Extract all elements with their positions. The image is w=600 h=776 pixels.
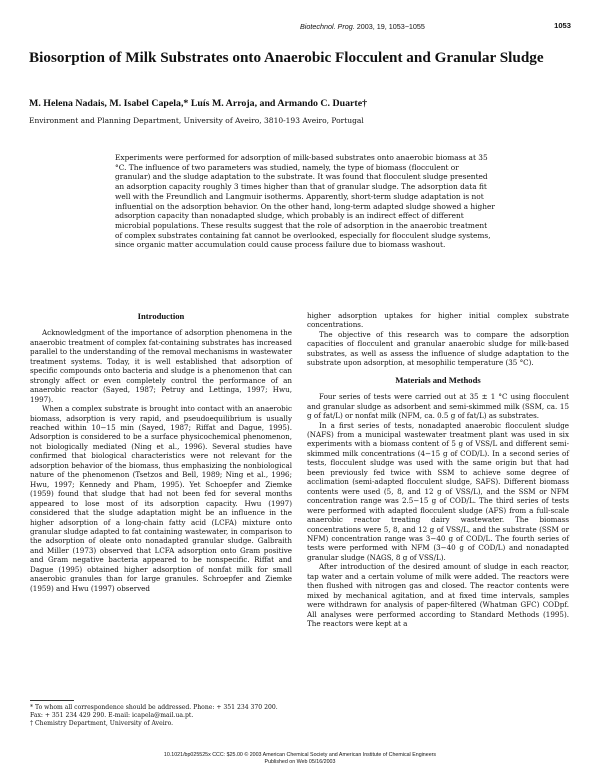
left-column — [30, 312, 292, 593]
affiliation: Environment and Planning Department, University of Aveiro, 3810-193 Aveiro, Portugal — [29, 116, 364, 125]
paragraph: The objective of this research was to compare the adsorption capacities of flocculent and granular anaerobic sludge for milk-based substrates, as well as assess the influence of sludge adaptation to the substrate upon adsorption, at mesophilic temperature (35 °C). — [307, 329, 569, 368]
publication-date: Published on Web 05/16/2003 — [264, 759, 336, 765]
section-heading-introduction: Introduction — [137, 311, 185, 321]
copyright-footer — [0, 752, 600, 766]
running-header — [300, 22, 425, 31]
journal-citation: 2003, 19, 1053−1055 — [354, 22, 425, 31]
paragraph: After introduction of the desired amount of sludge in each reactor, tap water and a certain volume of milk were added. The reactors were then flushed with nitrogen gas and closed. The reactor contents were mixed by mechanical agitation, and at fixed time intervals, samples were withdrawn for analysis of paper-filtered (Whatman GFC) CODpf. All analyses were performed according to Standard Methods (1995). The reactors were kept at a — [307, 562, 569, 629]
footnotes — [30, 704, 292, 728]
journal-name: Biotechnol. Prog. — [300, 22, 355, 31]
footnote-correspondence: * To whom all correspondence should be addressed. Phone: + 351 234 370 200. Fax: + 351 234 429 290. E-mail: icapela@mail.ua.pt. — [30, 704, 278, 719]
right-column — [307, 311, 569, 629]
section-heading-methods: Materials and Methods — [395, 374, 481, 385]
paragraph: Four series of tests were carried out at 35 ± 1 °C using flocculent and granular sludge as adsorbent and semi-skimmed milk (SSM, ca. 15 g of fat/L) or nonfat milk (NFM, ca. 0.5 g of fat/L) as substrates. — [307, 392, 569, 421]
page-number: 1053 — [554, 21, 571, 30]
abstract: Experiments were performed for adsorption of milk-based substrates onto anaerobic biomass at 35 °C. The influence of two parameters was studied, namely, the type of biomass (flocculent or granular) and the sludge adaptation to the substrate. It was found that flocculent sludge presented an adsorption capacity roughly 3 times higher than that of granular sludge. The adsorption data fit well with the Freundlich and Langmuir isotherms. Apparently, short-term sludge adaptation is not influential on the adsorption behavior. On the other hand, long-term adapted sludge showed a higher adsorption capacity than nonadapted sludge, which probably is an indirect effect of different microbial populations. These results suggest that the role of adsorption in the anaerobic treatment of complex substrates containing fat cannot be overlooked, especially for flocculent sludge systems, since organic matter accumulation could cause process failure due to biomass washout. — [115, 153, 495, 250]
paragraph: higher adsorption uptakes for higher initial complex substrate concentrations. — [307, 311, 569, 330]
article-title: Biosorption of Milk Substrates onto Anaerobic Flocculent and Granular Sludge — [29, 49, 544, 66]
doi-line: 10.1021/bp025525x CCC: $25.00 © 2003 American Chemical Society and American Institute of Chemical Engineers — [163, 752, 437, 758]
footnote-divider — [30, 700, 74, 701]
paragraph: Acknowledgment of the importance of adsorption phenomena in the anaerobic treatment of complex fat-containing substrates has increased parallel to the understanding of the removal mechanisms in wastewater treatment systems. Today, it is well established that adsorption of specific compounds onto bacteria and sludge is a phenomenon that can strongly affect or even completely control the performance of an anaerobic reactor (Sayed, 1987; Petruy and Lettinga, 1997; Hwu, 1997). — [30, 328, 292, 404]
author-list: M. Helena Nadais, M. Isabel Capela,* Luís M. Arroja, and Armando C. Duarte† — [29, 98, 368, 109]
paragraph: When a complex substrate is brought into contact with an anaerobic biomass, adsorption is very rapid, and pseudoequilibrium is usually reached within 10−15 min (Sayed, 1987; Riffat and Dague, 1995). Adsorption is considered to be a surface physicochemical phenomenon, not biologically mediated (Ning et al., 1996). Several studies have confirmed that biological characteristics were not relevant for the adsorption behavior of the biomass, thus emphasizing the nonbiological nature of the phenomenon (Tsetzos and Bell, 1989; Ning et al., 1996; Hwu, 1997; Kennedy and Pham, 1995). Yet Schoepfer and Ziemke (1959) found that sludge that had not been fed for several months appeared to lose most of its adsorption capacity. Hwu (1997) considered that the sludge adaptation might be an influence in the higher adsorption of a long-chain fatty acid (LCFA) mixture onto granular sludge adapted to fat containing wastewater, in comparison to the adsorption of oleate onto nonadapted granular sludge. Galbraith and Miller (1973) observed that LCFA adsorption onto Gram positive and Gram negative bacteria appeared to be nonspecific. Riffat and Dague (1995) obtained higher adsorption of nonfat milk for small anaerobic granules than for large granules. Schroepfer and Ziemke (1959) and Hwu (1997) observed — [30, 404, 292, 593]
footnote-chemistry: † Chemistry Department, University of Aveiro. — [30, 720, 174, 727]
paragraph: In a first series of tests, nonadapted anaerobic flocculent sludge (NAFS) from a municipal wastewater treatment plant was used in six experiments with a biomass content of 5 g of VSS/L and different semi-skimmed milk concentrations (4−15 g of COD/L). In a second series of tests, flocculent sludge was used with the same origin but that had been previously fed twice with SSM to achieve some degree of acclimation (semi-adapted flocculent sludge, SAFS). Different biomass contents were used (5, 8, and 12 g of VSS/L), and the SSM or NFM concentration range was 2.5−15 g of COD/L. The third series of tests were performed with adapted flocculent sludge (AFS) from a full-scale anaerobic reactor treating dairy wastewater. The biomass concentrations were 5, 8, and 12 g of VSS/L, and the substrate (SSM or NFM) concentration range was 3−40 g of COD/L. The fourth series of tests were performed with NFM (3−40 g of COD/L) and nonadapted granular sludge (NAGS, 8 g of VSS/L). — [307, 420, 569, 562]
